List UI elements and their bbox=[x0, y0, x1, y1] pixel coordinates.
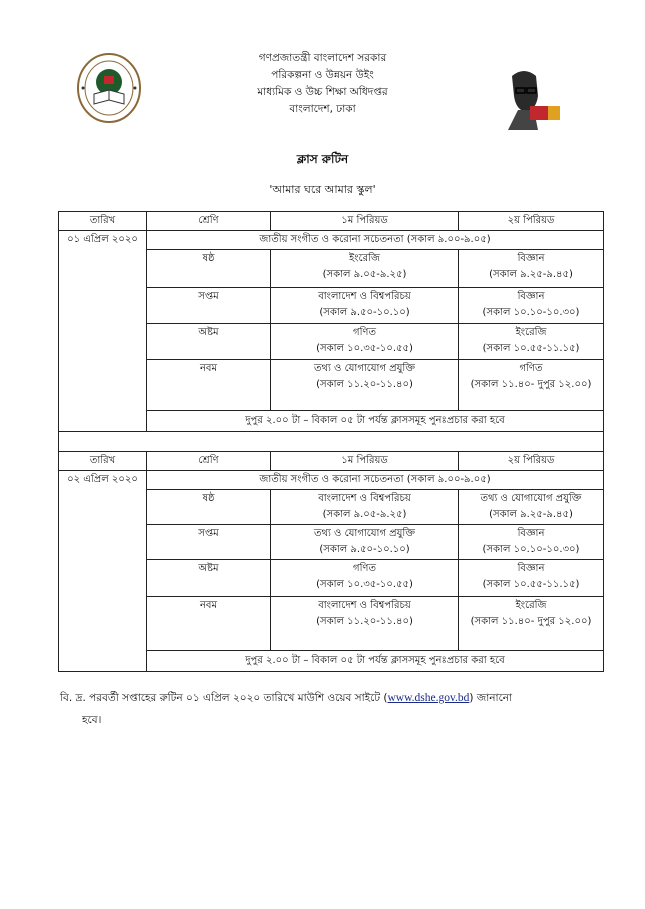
column-header-period-1: ১ম পিরিয়ড bbox=[271, 452, 459, 471]
period-2-cell bbox=[459, 324, 604, 360]
period-1-cell bbox=[271, 360, 459, 411]
period-1-cell bbox=[271, 324, 459, 360]
period-2-cell bbox=[459, 525, 604, 560]
time: (সকাল ৯.০৫-৯.২৫) bbox=[322, 269, 407, 280]
class-routine-table bbox=[58, 211, 604, 672]
period-2-cell bbox=[459, 490, 604, 525]
footnote-text-before: বি. দ্র. পরবর্তী সপ্তাহের রুটিন ০১ এপ্রিল ২০২০ তারিখে মাউশি ওয়েব সাইটে ( bbox=[60, 692, 388, 704]
column-header-period-2: ২য় পিরিয়ড bbox=[459, 212, 604, 231]
subject: গণিত bbox=[353, 327, 376, 338]
subject: তথ্য ও যোগাযোগ প্রযুক্তি bbox=[314, 363, 415, 374]
period-2-cell bbox=[459, 597, 604, 651]
rebroadcast-cell: দুপুর ২.০০ টা – বিকাল ০৫ টা পর্যন্ত ক্লাসসমূহ পুনঃপ্রচার করা হবে bbox=[147, 411, 604, 432]
subject: গণিত bbox=[519, 363, 543, 374]
class-cell: নবম bbox=[147, 597, 271, 651]
mujib-100-logo bbox=[498, 66, 564, 132]
document-title: ক্লাস রুটিন bbox=[296, 152, 349, 166]
header-line-directorate: মাধ্যমিক ও উচ্চ শিক্ষা অধিদপ্তর bbox=[257, 86, 388, 98]
period-1-cell bbox=[271, 597, 459, 651]
anthem-row bbox=[59, 471, 604, 490]
subject: ইংরেজি bbox=[515, 600, 547, 611]
time: (সকাল ৯.৫০-১০.১০) bbox=[319, 544, 410, 555]
header-line-govt: গণপ্রজাতন্ত্রী বাংলাদেশ সরকার bbox=[258, 52, 387, 64]
anthem-row bbox=[59, 231, 604, 250]
rebroadcast-cell: দুপুর ২.০০ টা – বিকাল ০৫ টা পর্যন্ত ক্লাসসমূহ পুনঃপ্রচার করা হবে bbox=[147, 651, 604, 672]
anthem-cell: জাতীয় সংগীত ও করোনা সচেতনতা (সকাল ৯.০০-৯.০৫) bbox=[147, 471, 604, 490]
dshe-website-link[interactable]: www.dshe.gov.bd bbox=[387, 692, 470, 704]
column-header-class: শ্রেণি bbox=[147, 212, 271, 231]
subject: বিজ্ঞান bbox=[517, 528, 545, 539]
column-header-date: তারিখ bbox=[59, 212, 147, 231]
education-seal-logo bbox=[76, 52, 142, 124]
subject: তথ্য ও যোগাযোগ প্রযুক্তি bbox=[480, 493, 582, 504]
footnote-line-1 bbox=[60, 687, 605, 709]
date-cell: ০২ এপ্রিল ২০২০ bbox=[59, 471, 147, 672]
class-cell: ষষ্ঠ bbox=[147, 490, 271, 525]
column-header-period-2: ২য় পিরিয়ড bbox=[459, 452, 604, 471]
column-header-class: শ্রেণি bbox=[147, 452, 271, 471]
class-cell: অষ্টম bbox=[147, 560, 271, 597]
header-line-location: বাংলাদেশ, ঢাকা bbox=[289, 103, 356, 115]
time: (সকাল ১১.৪০- দুপুর ১২.০০) bbox=[470, 379, 592, 390]
table-header-row bbox=[59, 212, 604, 231]
issuer-header bbox=[190, 50, 455, 118]
subject: বাংলাদেশ ও বিশ্বপরিচয় bbox=[318, 600, 411, 611]
period-2-cell bbox=[459, 250, 604, 288]
footnote bbox=[60, 687, 605, 731]
spacer-cell bbox=[59, 432, 604, 452]
time: (সকাল ১০.৫৫-১১.১৫) bbox=[482, 579, 580, 590]
time: (সকাল ১১.২০-১১.৪০) bbox=[316, 379, 413, 390]
time: (সকাল ৯.২৫-৯.৪৫) bbox=[489, 269, 573, 280]
subject: বাংলাদেশ ও বিশ্বপরিচয় bbox=[318, 291, 411, 302]
subject: বাংলাদেশ ও বিশ্বপরিচয় bbox=[318, 493, 411, 504]
header-line-wing: পরিকল্পনা ও উন্নয়ন উইং bbox=[271, 69, 374, 81]
period-1-cell bbox=[271, 560, 459, 597]
period-2-cell bbox=[459, 360, 604, 411]
subject: ইংরেজি bbox=[349, 253, 380, 264]
footnote-text-after: ) জানানো bbox=[469, 692, 513, 704]
spacer-row bbox=[59, 432, 604, 452]
class-cell: সপ্তম bbox=[147, 525, 271, 560]
period-1-cell bbox=[271, 288, 459, 324]
subject: বিজ্ঞান bbox=[517, 291, 545, 302]
time: (সকাল ১০.৩৫-১০.৫৫) bbox=[316, 579, 413, 590]
table-header-row bbox=[59, 452, 604, 471]
period-1-cell bbox=[271, 490, 459, 525]
time: (সকাল ৯.২৫-৯.৪৫) bbox=[489, 509, 573, 520]
period-2-cell bbox=[459, 288, 604, 324]
subject: ইংরেজি bbox=[515, 327, 547, 338]
class-cell: সপ্তম bbox=[147, 288, 271, 324]
time: (সকাল ১০.৩৫-১০.৫৫) bbox=[316, 343, 413, 354]
class-cell: নবম bbox=[147, 360, 271, 411]
time: (সকাল ৯.০৫-৯.২৫) bbox=[322, 509, 407, 520]
time: (সকাল ১০.৫৫-১১.১৫) bbox=[482, 343, 580, 354]
time: (সকাল ১১.৪০- দুপুর ১২.০০) bbox=[470, 616, 592, 627]
time: (সকাল ৯.৫০-১০.১০) bbox=[319, 307, 410, 318]
subject: গণিত bbox=[353, 563, 376, 574]
class-cell: অষ্টম bbox=[147, 324, 271, 360]
period-2-cell bbox=[459, 560, 604, 597]
column-header-period-1: ১ম পিরিয়ড bbox=[271, 212, 459, 231]
document-subtitle: 'আমার ঘরে আমার স্কুল' bbox=[269, 183, 376, 196]
anthem-cell: জাতীয় সংগীত ও করোনা সচেতনতা (সকাল ৯.০০-৯.০৫) bbox=[147, 231, 604, 250]
subject: বিজ্ঞান bbox=[517, 253, 545, 264]
subject: বিজ্ঞান bbox=[517, 563, 545, 574]
time: (সকাল ১০.১০-১০.৩০) bbox=[482, 544, 580, 555]
class-cell: ষষ্ঠ bbox=[147, 250, 271, 288]
column-header-date: তারিখ bbox=[59, 452, 147, 471]
period-1-cell bbox=[271, 525, 459, 560]
time: (সকাল ১০.১০-১০.৩০) bbox=[482, 307, 580, 318]
time: (সকাল ১১.২০-১১.৪০) bbox=[316, 616, 413, 627]
footnote-line-2: হবে। bbox=[82, 714, 102, 726]
date-cell: ০১ এপ্রিল ২০২০ bbox=[59, 231, 147, 432]
period-1-cell bbox=[271, 250, 459, 288]
subject: তথ্য ও যোগাযোগ প্রযুক্তি bbox=[314, 528, 415, 539]
